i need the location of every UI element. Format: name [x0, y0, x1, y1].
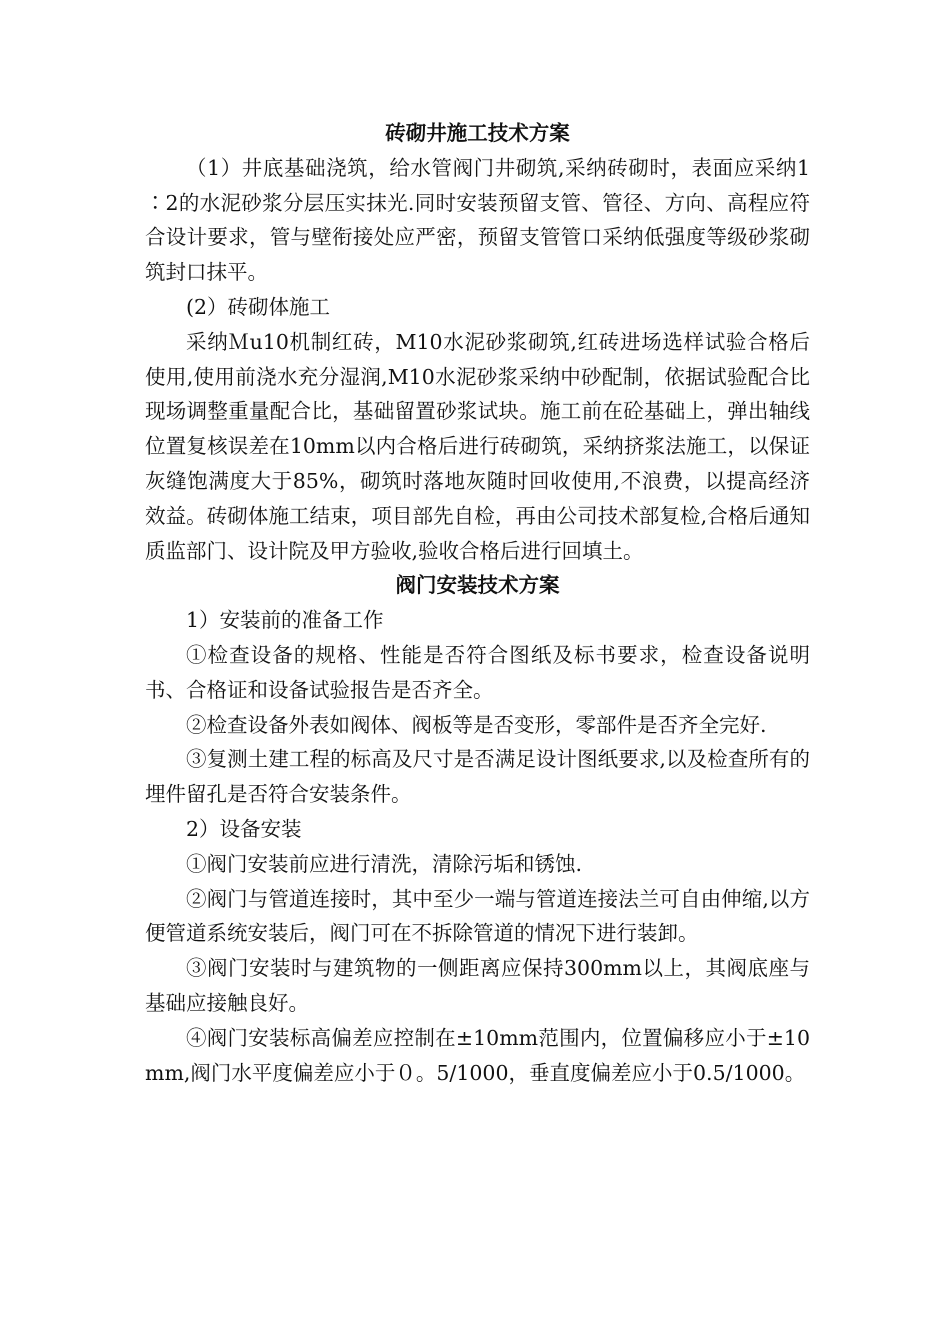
paragraph: ③复测土建工程的标高及尺寸是否满足设计图纸要求,以及检查所有的埋件留孔是否符合安装条件。 — [145, 747, 810, 807]
paragraph: ①阀门安装前应进行清洗，清除污垢和锈蚀. — [186, 851, 583, 876]
paragraph: ③阀门安装时与建筑物的一侧距离应保持300mm以上，其阀底座与基础应接触良好。 — [145, 956, 810, 1015]
paragraph: ②阀门与管道连接时，其中至少一端与管道连接法兰可自由伸缩,以方便管道系统安装后，阀门可在不拆除管道的情况下进行装卸。 — [145, 886, 810, 946]
section-title: 阀门安装技术方案 — [395, 573, 560, 598]
section-brick-well — [145, 116, 810, 568]
paragraph: （1）井底基础浇筑，给水管阀门井砌筑,采纳砖砌时，表面应采纳1∶2的水泥砂浆分层压实抹光.同时安装预留支管、管径、方向、高程应符合设计要求，管与壁衔接处应严密，预留支管管口采纳低强度等级砂浆砌筑封口抹平。 — [145, 155, 810, 285]
paragraph: (2）砖砌体施工 — [186, 294, 331, 319]
paragraph: 1）安装前的准备工作 — [186, 608, 384, 633]
document-page — [145, 116, 810, 1090]
paragraph: ①检查设备的规格、性能是否符合图纸及标书要求，检查设备说明书、合格证和设备试验报告是否齐全。 — [145, 642, 810, 702]
section-title: 砖砌井施工技术方案 — [385, 121, 570, 145]
paragraph: ②检查设备外表如阀体、阀板等是否变形，零部件是否齐全完好. — [186, 712, 767, 737]
paragraph: 2）设备安装 — [186, 816, 302, 841]
paragraph: 采纳Ｍu10机制红砖，M10水泥砂浆砌筑,红砖进场选样试验合格后使用,使用前浇水充分湿润,M10水泥砂浆采纳中砂配制，依据试验配合比现场调整重量配合比，基础留置砂浆试块。施工前在砼基础上，弹出轴线位置复核误差在10mm以内合格后进行砖砌筑，采纳挤浆法施工，以保证灰缝饱满度大于85%，砌筑时落地灰随时回收使用,不浪费，以提高经济效益。砖砌体施工结束，项目部先自检，再由公司技术部复检,合格后通知质监部门、设计院及甲方验收,验收合格后进行回填土。 — [145, 329, 810, 563]
section-valve-install — [145, 568, 810, 1090]
paragraph: ④阀门安装标高偏差应控制在±10mm范围内，位置偏移应小于±10mm,阀门水平度偏差应小于０。5/1000，垂直度偏差应小于0.5/1000。 — [145, 1025, 810, 1085]
